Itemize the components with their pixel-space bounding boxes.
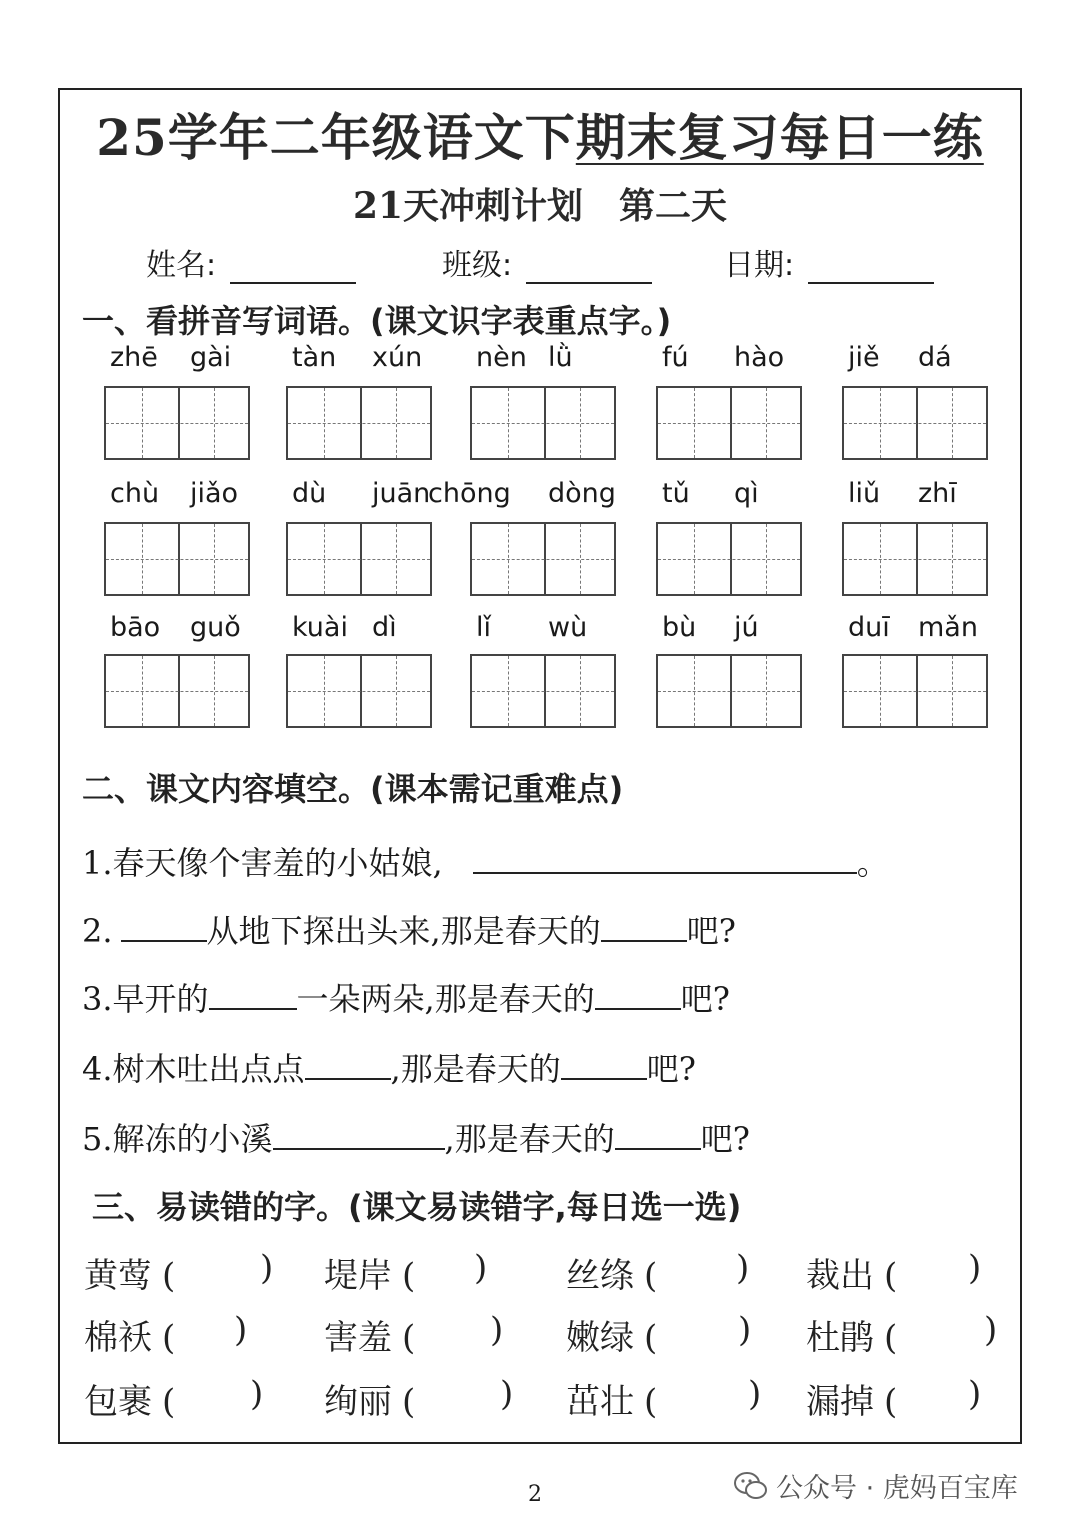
pinyin-syllable: nèn (476, 342, 527, 373)
answer-paren-close[interactable]: ) (736, 1248, 750, 1288)
pinyin-syllable: chù (110, 478, 160, 509)
section2-heading: 二、课文内容填空。(课本需记重难点) (82, 770, 624, 808)
section3-heading: 三、易读错的字。(课文易读错字,每日选一选) (92, 1188, 742, 1226)
pinyin-syllable: gài (190, 342, 232, 373)
pronunciation-item: 绚丽 ( (324, 1382, 416, 1422)
pinyin-syllable: liǔ (848, 478, 881, 509)
answer-paren-close[interactable]: ) (234, 1310, 248, 1350)
writing-grid-box[interactable] (656, 522, 802, 596)
pinyin-syllable: zhī (918, 478, 957, 509)
pinyin-syllable: wù (548, 612, 588, 643)
writing-grid-box[interactable] (470, 386, 616, 460)
writing-grid-box[interactable] (286, 654, 432, 728)
worksheet-subtitle: 21天冲刺计划 第二天 (352, 185, 728, 227)
pinyin-syllable: lǜ (548, 342, 573, 373)
blank[interactable] (273, 1118, 445, 1150)
answer-paren-close[interactable]: ) (474, 1248, 488, 1288)
pinyin-syllable: guǒ (190, 612, 241, 643)
pronunciation-item: 漏掉 ( (806, 1382, 898, 1422)
writing-grid-box[interactable] (470, 654, 616, 728)
writing-grid-box[interactable] (286, 522, 432, 596)
class-field[interactable]: 班级: (442, 240, 652, 284)
writing-grid-box[interactable] (842, 654, 988, 728)
writing-grid-box[interactable] (470, 522, 616, 596)
wechat-icon (734, 1471, 768, 1501)
blank[interactable] (615, 1118, 701, 1150)
watermark: 公众号 · 虎妈百宝库 (734, 1466, 1018, 1505)
pinyin-syllable: bāo (110, 612, 161, 643)
blank[interactable] (595, 978, 681, 1010)
pronunciation-item: 黄莺 ( (84, 1256, 176, 1296)
pinyin-syllable: qì (734, 478, 759, 509)
blank[interactable] (209, 978, 297, 1010)
blank[interactable] (473, 842, 857, 874)
answer-paren-close[interactable]: ) (500, 1374, 514, 1414)
pronunciation-item: 害羞 ( (324, 1318, 416, 1358)
pinyin-syllable: jiě (848, 342, 880, 373)
page-number: 2 (528, 1482, 542, 1507)
pinyin-syllable: duī (848, 612, 890, 643)
writing-grid-box[interactable] (656, 654, 802, 728)
pinyin-syllable: dá (918, 342, 952, 373)
pinyin-syllable: kuài (292, 612, 348, 643)
blank[interactable] (561, 1048, 647, 1080)
fill-item-2: 2. 从地下探出头来,那是春天的 吧? (82, 912, 736, 950)
pinyin-syllable: xún (372, 342, 423, 373)
fill-item-1: 1.春天像个害羞的小姑娘, 。 (82, 844, 889, 882)
pinyin-syllable: bù (662, 612, 697, 643)
pinyin-syllable: dù (292, 478, 327, 509)
fill-item-4: 4.树木吐出点点 ,那是春天的 吧? (82, 1050, 696, 1088)
blank[interactable] (601, 910, 687, 942)
pinyin-syllable: tǔ (662, 478, 690, 509)
name-field[interactable]: 姓名: (146, 240, 356, 284)
pronunciation-item: 包裹 ( (84, 1382, 176, 1422)
blank[interactable] (121, 910, 207, 942)
answer-paren-close[interactable]: ) (984, 1310, 998, 1350)
answer-paren-close[interactable]: ) (748, 1374, 762, 1414)
answer-paren-close[interactable]: ) (968, 1248, 982, 1288)
date-field[interactable]: 日期: (724, 240, 934, 284)
pinyin-syllable: jiǎo (190, 478, 239, 509)
pinyin-syllable: zhē (110, 342, 158, 373)
pinyin-syllable: dòng (548, 478, 616, 509)
blank[interactable] (305, 1048, 391, 1080)
pinyin-syllable: chōng (428, 478, 511, 509)
pinyin-syllable: hào (734, 342, 785, 373)
writing-grid-box[interactable] (104, 522, 250, 596)
pronunciation-item: 嫩绿 ( (566, 1318, 658, 1358)
pronunciation-item: 堤岸 ( (324, 1256, 416, 1296)
writing-grid-box[interactable] (286, 386, 432, 460)
section1-heading: 一、看拼音写词语。(课文识字表重点字。) (82, 302, 672, 340)
writing-grid-box[interactable] (104, 386, 250, 460)
answer-paren-close[interactable]: ) (968, 1374, 982, 1414)
answer-paren-close[interactable]: ) (738, 1310, 752, 1350)
pinyin-syllable: fú (662, 342, 689, 373)
pronunciation-item: 裁出 ( (806, 1256, 898, 1296)
pinyin-syllable: mǎn (918, 612, 978, 643)
pronunciation-item: 茁壮 ( (566, 1382, 658, 1422)
pinyin-syllable: lǐ (476, 612, 492, 643)
fill-item-5: 5.解冻的小溪 ,那是春天的 吧? (82, 1120, 750, 1158)
writing-grid-box[interactable] (842, 522, 988, 596)
pronunciation-item: 杜鹃 ( (806, 1318, 898, 1358)
writing-grid-box[interactable] (656, 386, 802, 460)
answer-paren-close[interactable]: ) (260, 1248, 274, 1288)
pinyin-syllable: dì (372, 612, 397, 643)
title-underlined: 期末复习每日一练 (575, 108, 984, 167)
writing-grid-box[interactable] (104, 654, 250, 728)
pinyin-syllable: jú (734, 612, 759, 643)
worksheet-title: 25学年二年级语文下期末复习每日一练 (96, 108, 984, 167)
answer-paren-close[interactable]: ) (250, 1374, 264, 1414)
fill-item-3: 3.早开的 一朵两朵,那是春天的 吧? (82, 980, 730, 1018)
pinyin-syllable: tàn (292, 342, 337, 373)
answer-paren-close[interactable]: ) (490, 1310, 504, 1350)
writing-grid-box[interactable] (842, 386, 988, 460)
pinyin-syllable: juān (372, 478, 431, 509)
pronunciation-item: 丝绦 ( (566, 1256, 658, 1296)
pronunciation-item: 棉袄 ( (84, 1318, 176, 1358)
